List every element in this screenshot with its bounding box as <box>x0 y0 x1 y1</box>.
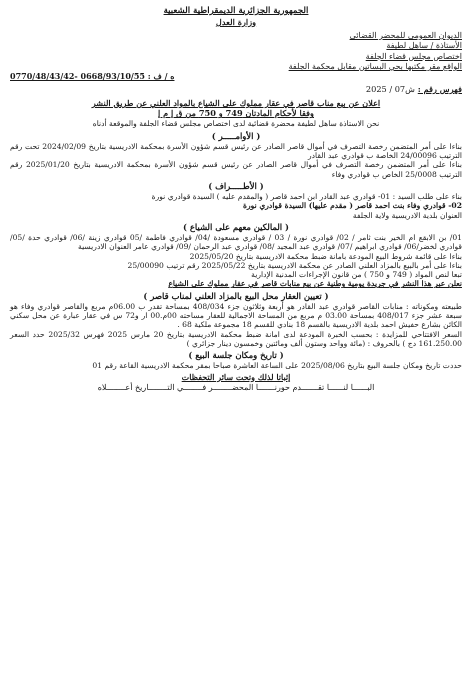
sale-date-heading: ( تاريخ ومكان جلسة البيع ) <box>188 350 284 361</box>
office-line-2: الأستاذة / ساهل لطيفة <box>386 41 462 51</box>
sale-date-paragraph: حددت تاريخ ومكان جلسة البيع بتاريخ 2025/08/06 على الساعة العاشرة صباحا بمقر محكمة الادريسية القاعة رقم 01 <box>92 361 462 371</box>
intro-text: نحن الاستاذة ساهل لطيفة محضرة قضائية لدى اختصاص مجلس قضاء الجلفة والموقعة أدناه <box>92 119 380 129</box>
closing-line: البــــــا لنــــــا تقـــــــدم حورنـــــــا المحضــــــــر فــــــــي التــــــــاريخ أعــــــــلاه <box>97 383 375 393</box>
office-block <box>10 31 462 94</box>
office-line-1: الديوان العمومي للمحضر القضائي <box>349 30 462 40</box>
parties-heading: ( الأطـــــراف ) <box>208 180 264 191</box>
property-heading: ( تعيين العقار محل البيع بالمزاد العلني لمناب قاصر ) <box>143 290 329 301</box>
office-line-4: الواقع مقر مكتبها بحي البساتين مقابل محكمة الجلفة <box>288 61 462 71</box>
property-description: طبيعته ومكوناته : منابات القاصر قوادري عبد القادر هو أربعة وثلاثون جزء 408/034 بمساحة تقدر ب 06.00م مربع والقاصر قوادري وفاء هو سبعة عشر جزء 408/017 بمساحة 03.00 م مربع من المساحة الاجمالية للعقار مساحته 00م.00 ار و72 س في عقار عبارة عن محل سكني الكائن بشارع حفيش احمد بلدية الادريسية بالقسم 18 بنادي للقسم 18 مجموعة ملكية 68 . <box>10 301 462 330</box>
office-line-3: اختصاص مجلس قضاء الجلفة <box>365 51 462 61</box>
proof-line: إثباتا لذلك وتحت سائر التحفظات <box>181 371 291 382</box>
opening-price: السعر الافتتاحي للمزايدة : بحسب الخبرة المودعة لدى امانة ضبط محكمة الادريسية بتاريخ 20 مارس 2025 فهرس 2025/32 حدد السعر 161.250.00 دج ) بالحروف : (مائة وواحد وستون ألف ومائتين وخمسون دينار جزائري ) <box>10 329 462 348</box>
index-value: ش07 / 2025 <box>365 84 416 95</box>
ministry-heading: وزارة العدل <box>215 16 257 27</box>
announcement-title: اعلان عن بيع مناب قاصر في عقار مملوك على الشياع بالمواد العلني عن طريق النشر <box>91 98 381 109</box>
owners-heading: ( المالكين معهم على الشياع ) <box>183 221 289 232</box>
phone-numbers: 0770/48/43/42- 0668/93/10/55 : ه / ف <box>10 71 175 82</box>
order-paragraph-2: بناءا على أمر المتضمن رخصة التصرف في أموال قاصر الصادر عن رئيس قسم شؤون الأسرة بمحكمة الادريسية بتاريخ 2025/01/20 رقم الترتيب 25/0008 الخاص ب قوادري وفاء <box>10 160 462 179</box>
order-paragraph-1: بناءا على أمر المتضمن رخصة التصرف في أموال قاصر الصادر عن رئيس قسم شؤون الأسرة بمحكمة الادريسية بتاريخ 2024/02/09 تحت رقم الترتيب 24/00096 الخاصة ب قوادري عبد القادر <box>10 141 463 161</box>
index-row <box>10 84 462 94</box>
legal-articles: تبعا لنص المواد ( 749 و 750 ) من قانون الإجراءات المدنية الإدارية <box>251 270 462 280</box>
owners-list: 01/ بن الابقع ام الخير بنت ثامر / 02/ قوادري نورة / 03 / قوادري مسعودة /04/ قوادري فاطمة /05 قوادري زينة /06/ قوادري حدة /05/ قوادري لخضر/06/ قوادري ابراهيم /07/ قوادري عبد المجيد /08/ قوادري عبد الرحمان /09/ قوادري عامر العنوان الادريسية <box>10 233 462 252</box>
publication-notice: نعلن عبر هذا النشر في جريدة يومية وطنية عن بيع منابات قاصر في عقار مملوك على الشياع <box>168 279 462 289</box>
orders-heading: ( الأوامـــــر ) <box>211 130 261 141</box>
party-paragraph-1: بناء على طلب السيد : 01- قوادري عبد القادر ابن احمد قاصر ( والمقدم عليه ) السيدة قوادري نورة <box>151 192 462 202</box>
sale-order-paragraph: بناءا على أمر بالبيع بالمزاد العلني الصادر عن محكمة الادريسية بتاريخ 2025/05/22 رقم ترتيب 25/00090 <box>127 260 462 270</box>
announcement-subtitle: وفقا لأحكام المادتان 749 و 750 من ق إ م إ <box>158 108 314 119</box>
republic-heading: الجمهورية الجزائرية الديمقراطية الشعبية <box>163 6 309 16</box>
party-paragraph-2: 02- قوادري وفاء بنت احمد قاصر ( مقدم عليها) السيدة قوادري نورة <box>243 201 462 211</box>
index-label: فهرس رقم : <box>417 84 462 95</box>
conditions-paragraph: بناءا على قائمة شروط البيع المودعة بامانة ضبط محكمة الادريسية بتاريخ 2025/05/20 <box>189 251 462 261</box>
party-address: العنوان بلدية الادريسية ولاية الجلفة <box>352 210 462 220</box>
